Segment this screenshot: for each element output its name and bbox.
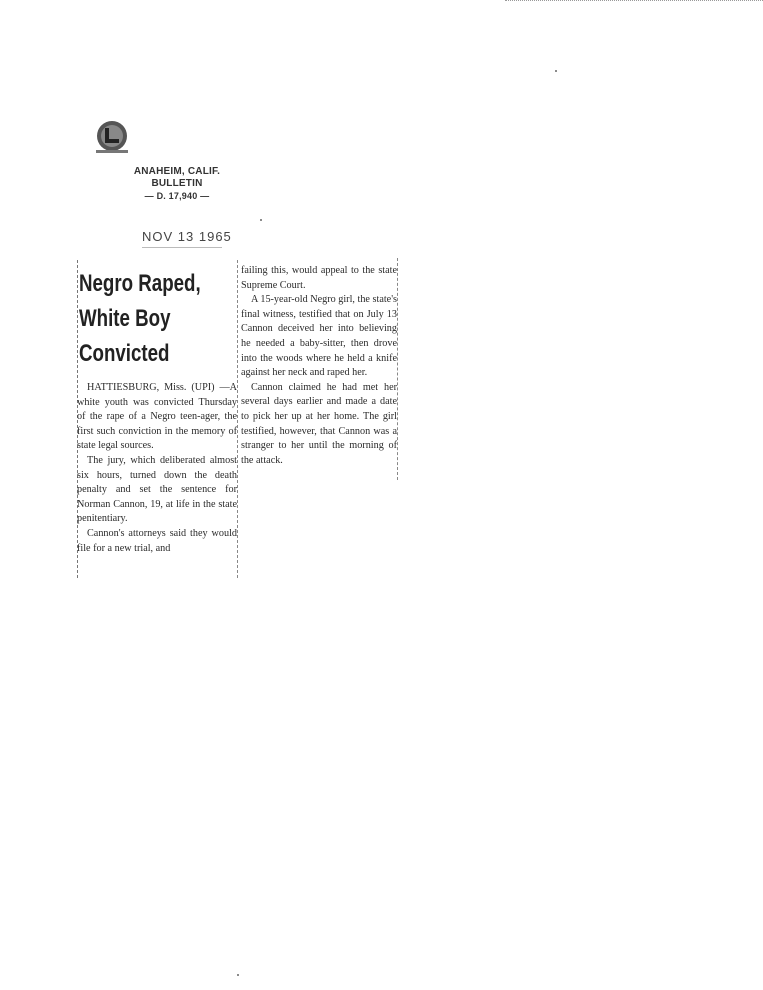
clipping-service-logo <box>93 119 131 157</box>
masthead-circulation: — D. 17,940 — <box>144 191 210 201</box>
clip-right-edge <box>397 258 399 480</box>
scan-speck <box>260 219 262 221</box>
headline-line-2: White Boy <box>79 305 171 332</box>
scan-speck <box>237 974 239 976</box>
top-edge-dots <box>505 0 763 5</box>
column-1-text <box>77 381 237 556</box>
column-1 <box>77 258 237 556</box>
date-stamp-underline <box>142 247 222 248</box>
headline <box>79 266 202 371</box>
scan-speck <box>555 70 557 72</box>
date-stamp: NOV 13 1965 <box>142 229 232 244</box>
paragraph-claim: Cannon claimed he had met her several days earlier and made a date to pick her up at her home. The girl testified, however, that Cannon was a stranger to her until the morning of the attack. <box>241 381 397 466</box>
masthead-city: ANAHEIM, CALIF. <box>133 166 221 177</box>
headline-line-1: Negro Raped, <box>79 270 201 297</box>
paragraph-jury: The jury, which deliberated almost six hours, turned down the death penalty and set the sentence for Norman Cannon, 19, at life in the state penitentiary. <box>77 454 237 525</box>
column-divider <box>237 260 239 578</box>
column-2 <box>241 264 397 468</box>
paragraph-dateline: HATTIESBURG, Miss. (UPI) —A white youth was convicted Thursday of the rape of a Negro teen-ager, the first such conviction in the memory of state legal sources. <box>77 382 237 452</box>
paragraph-witness: A 15-year-old Negro girl, the state's final witness, testified that on July 13 Cannon deceived her into believing he needed a baby-sitter, then drove into the woods where he held a knife against her neck and raped her. <box>241 294 397 379</box>
masthead-paper: BULLETIN <box>151 178 203 189</box>
column-2-text <box>241 264 397 468</box>
paragraph-appeal: failing this, would appeal to the state Supreme Court. <box>241 265 397 291</box>
news-clipping <box>77 258 399 580</box>
headline-line-3: Convicted <box>79 340 170 367</box>
masthead <box>118 166 236 202</box>
paragraph-attorneys: Cannon's attorneys said they would file for a new trial, and <box>77 527 237 554</box>
